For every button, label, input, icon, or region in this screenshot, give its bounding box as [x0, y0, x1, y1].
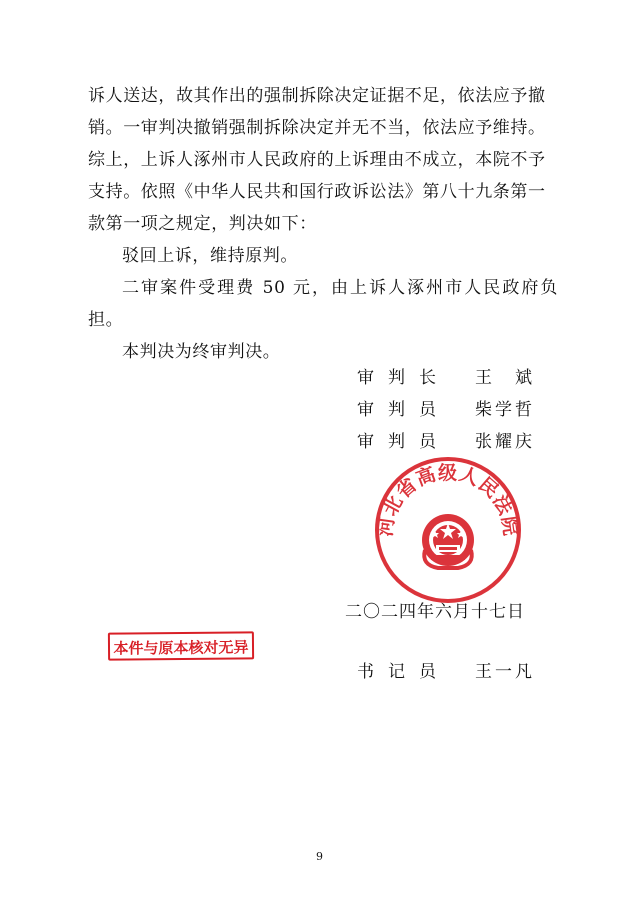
signer-row: [357, 394, 535, 426]
signer-name: 张耀庆: [475, 432, 535, 452]
body-line-3: 综上，上诉人涿州市人民政府的上诉理由不成立，本院不予: [88, 150, 546, 170]
court-seal-icon: [373, 455, 523, 605]
page-number: 9: [316, 850, 323, 863]
signer-row: [357, 362, 535, 394]
svg-text:河北省高级人民法院: 河北省高级人民法院: [374, 461, 522, 538]
clerk-name: 王一凡: [475, 662, 535, 682]
signer-row: [357, 426, 535, 458]
signer-role: 审判长: [357, 368, 450, 388]
clerk-line: [357, 656, 535, 688]
verdict-paragraph: 驳回上诉，维持原判。: [122, 246, 298, 266]
judgment-date: 二〇二四年六月十七日: [345, 602, 525, 622]
signature-block: [357, 362, 535, 458]
judgment-body: [88, 80, 558, 368]
fee-paragraph: 二审案件受理费 50 元，由上诉人涿州市人民政府负担。: [88, 278, 558, 330]
signer-role: 审判员: [357, 400, 450, 420]
final-paragraph: 本判决为终审判决。: [122, 342, 281, 362]
signer-role: 审判员: [357, 432, 450, 452]
body-line-2: 销。一审判决撤销强制拆除决定并无不当，依法应予维持。: [88, 118, 546, 138]
body-line-1: 诉人送达，故其作出的强制拆除决定证据不足，依法应予撤: [88, 86, 546, 106]
body-line-4: 支持。依照《中华人民共和国行政诉讼法》第八十九条第一: [88, 182, 546, 202]
clerk-role: 书记员: [357, 662, 450, 682]
signer-name: 王 斌: [475, 368, 535, 388]
copy-verified-stamp: 本件与原本核对无异: [108, 631, 254, 660]
body-line-5: 款第一项之规定，判决如下：: [88, 214, 317, 234]
signer-name: 柴学哲: [475, 400, 535, 420]
